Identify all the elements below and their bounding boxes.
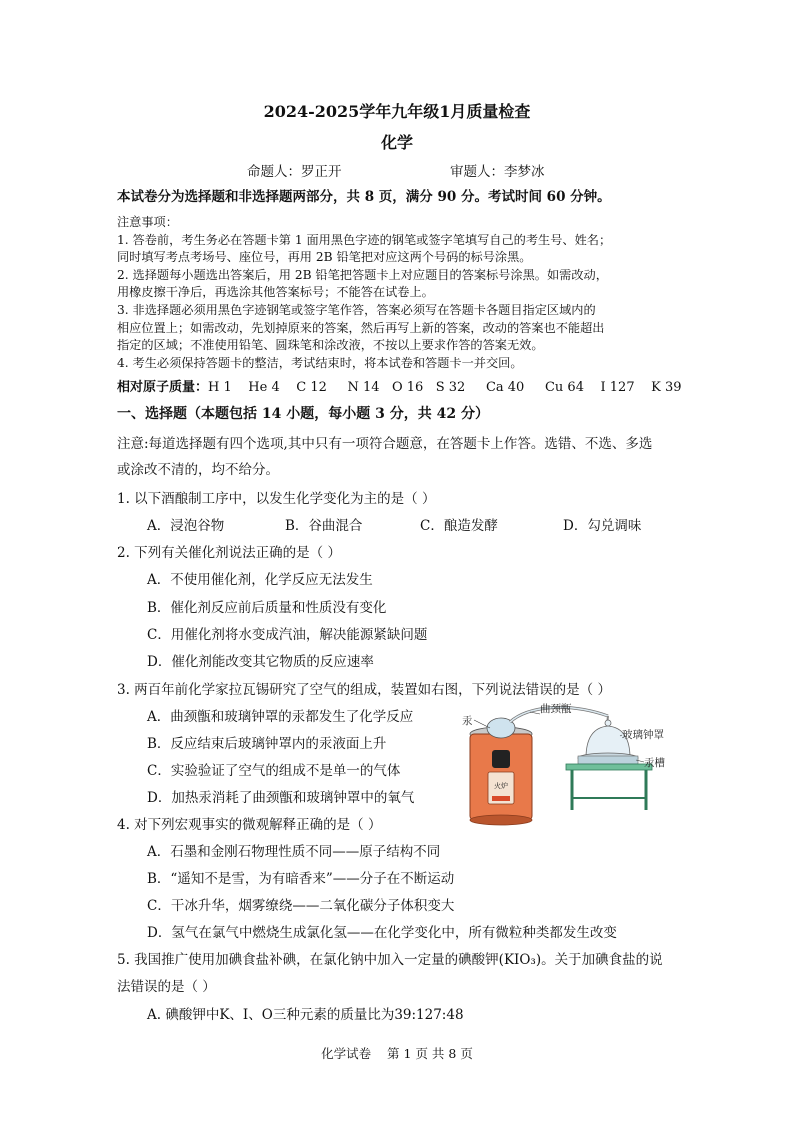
notes-line: 指定的区域；不准使用铅笔、圆珠笔和涂改液，不按以上要求作答的答案无效。 [117, 338, 544, 353]
question-5-stem-line: 5. 我国推广使用加碘食盐补碘，在氯化钠中加入一定量的碘酸钾(KIO₃)。关于加碘食盐的说 [117, 952, 663, 968]
furnace-label: 火炉 [494, 782, 508, 790]
bell-jar-label: 玻璃钟罩 [622, 729, 664, 741]
option-a: A．石墨和金刚石物理性质不同——原子结构不同 [147, 844, 441, 860]
option-c: C．酿造发酵 [420, 518, 498, 534]
option-c: C．实验验证了空气的组成不是单一的气体 [147, 763, 401, 779]
section-note-line: 注意:每道选择题有四个选项,其中只有一项符合题意，在答题卡上作答。选错、不选、多选 [117, 436, 653, 452]
option-d: D．催化剂能改变其它物质的反应速率 [147, 654, 374, 670]
option-a: A．浸泡谷物 [147, 518, 225, 534]
lavoisier-apparatus-figure [458, 698, 680, 826]
option-c: C．用催化剂将水变成汽油，解决能源紧缺问题 [147, 627, 428, 643]
question-2-stem: 2. 下列有关催化剂说法正确的是（ ） [117, 545, 341, 561]
exam-intro: 本试卷分为选择题和非选择题两部分，共 8 页，满分 90 分。考试时间 60 分钟。 [117, 189, 611, 205]
reviewer-name: 审题人：李梦冰 [450, 164, 545, 180]
mercury-label: 汞 [462, 715, 473, 727]
trough-label: 汞槽 [644, 757, 665, 769]
notes-line: 同时填写考点考场号、座位号，再用 2B 铅笔把对应这两个号码的标号涂黑。 [117, 250, 532, 265]
question-4-stem: 4. 对下列宏观事实的微观解释正确的是（ ） [117, 817, 382, 833]
setter-name: 命题人：罗正开 [247, 164, 342, 180]
option-a: A. 碘酸钾中K、I、O三种元素的质量比为39:127:48 [147, 1007, 464, 1023]
option-b: B．谷曲混合 [285, 518, 363, 534]
option-b: B．反应结束后玻璃钟罩内的汞液面上升 [147, 736, 387, 752]
atomic-masses-values: H 1 He 4 C 12 N 14 O 16 S 32 Ca 40 Cu 64 I 127 K 39 [208, 380, 682, 395]
section-note [117, 431, 682, 483]
option-a: A．不使用催化剂，化学反应无法发生 [147, 572, 373, 588]
section-note-line: 或涂改不清的，均不给分。 [117, 462, 279, 478]
atomic-masses [117, 376, 682, 395]
option-d: D．勾兑调味 [563, 518, 642, 534]
exam-subject: 化学 [380, 133, 413, 152]
option-d: D．加热汞消耗了曲颈甑和玻璃钟罩中的氧气 [147, 790, 415, 806]
furnace-icon [470, 727, 532, 825]
question-1-stem: 1. 以下酒酿制工序中，以发生化学变化为主的是（ ） [117, 491, 436, 507]
option-b: B．催化剂反应前后质量和性质没有变化 [147, 600, 387, 616]
atomic-masses-label: 相对原子质量： [117, 380, 209, 395]
notes-heading: 注意事项： [117, 215, 178, 229]
notes-line: 4. 考生必须保持答题卡的整洁，考试结束时，将本试卷和答题卡一并交回。 [117, 355, 523, 370]
notes-block [117, 214, 682, 372]
retort-label: 曲颈甑 [540, 703, 572, 715]
notes-line: 1. 答卷前，考生务必在答题卡第 1 面用黑色字迹的钢笔或签字笔填写自己的考生号、姓名； [117, 232, 612, 247]
notes-line: 2. 选择题每小题选出答案后，用 2B 铅笔把答题卡上对应题目的答案标号涂黑。如需改动， [117, 267, 608, 282]
notes-line: 相应位置上；如需改动，先划掉原来的答案，然后再写上新的答案，改动的答案也不能超出 [117, 320, 605, 335]
option-c: C．干冰升华，烟雾缭绕——二氧化碳分子体积变大 [147, 898, 455, 914]
option-a: A．曲颈甑和玻璃钟罩的汞都发生了化学反应 [147, 709, 414, 725]
notes-line: 3. 非选择题必须用黑色字迹钢笔或签字笔作答，答案必须写在答题卡各题目指定区域内的 [117, 302, 596, 317]
page-footer: 化学试卷 第 1 页 共 8 页 [321, 1046, 473, 1061]
question-3-stem: 3. 两百年前化学家拉瓦锡研究了空气的组成，装置如右图，下列说法错误的是（ ） [117, 682, 611, 698]
exam-title: 2024-2025学年九年级1月质量检查 [263, 102, 531, 121]
bell-jar-icon [578, 720, 638, 764]
notes-line: 用橡皮擦干净后，再选涂其他答案标号；不能答在试卷上。 [117, 285, 434, 300]
question-5-stem-line: 法错误的是（ ） [117, 979, 216, 995]
section-title: 一、选择题（本题包括 14 小题，每小题 3 分，共 42 分） [117, 406, 489, 422]
table-icon [566, 764, 652, 810]
option-b: B．“遥知不是雪，为有暗香来”——分子在不断运动 [147, 871, 455, 887]
option-d: D．氢气在氯气中燃烧生成氯化氢——在化学变化中，所有微粒种类都发生改变 [147, 925, 617, 941]
